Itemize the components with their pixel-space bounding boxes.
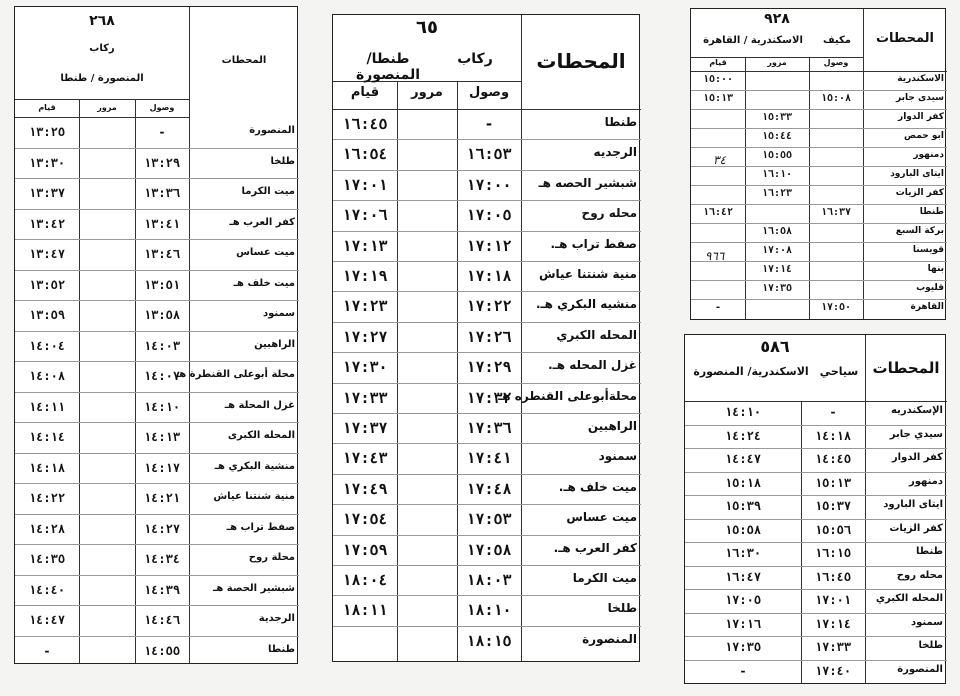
departure-time: ١٧:١٦: [724, 616, 762, 631]
station-name: ميت خلف هـ.: [558, 479, 637, 494]
arrival-time: ١٧:٢٦: [466, 327, 512, 346]
departure-time: ١٦:٥٤: [342, 145, 388, 164]
arrival-time: ١٤:١٧: [143, 460, 181, 475]
station-name: بركة السبع: [895, 226, 944, 236]
station-name: كفر الزيات: [889, 522, 943, 534]
arrival-time: ١٣:٢٩: [143, 155, 181, 170]
arrival-time: ١٤:١٣: [143, 430, 181, 444]
timetable-268: [14, 6, 298, 664]
arrival-time: ١٧:١٤: [814, 616, 852, 631]
arrival-time: ١٨:١٥: [466, 631, 512, 650]
stations-header: المحطات: [536, 49, 626, 73]
departure-time: ١٧:٠٦: [342, 206, 388, 225]
station-name: محله روح: [581, 206, 637, 221]
station-name: ايتاى البارود: [883, 499, 943, 510]
station-name: ميت خلف هـ: [233, 277, 295, 289]
departure-time: ١٧:٤٣: [342, 449, 388, 468]
arrival-time: ١٤:٤٦: [143, 613, 181, 627]
departure-time: ١٧:٣٧: [342, 419, 388, 437]
station-name: ايتاى البارود: [890, 169, 944, 179]
handwritten-note-1: ٣٤: [713, 153, 726, 167]
arrival-time: ١٧:٥٣: [466, 510, 512, 529]
departure-time: ١٨:١١: [342, 601, 388, 620]
station-name: طلخا: [270, 155, 295, 167]
arrival-time: ١٣:٥٨: [143, 308, 181, 322]
pass-time: ١٧:٠٨: [761, 245, 793, 256]
train-number: ٩٢٨: [764, 11, 790, 27]
arrival-time: ١٣:٤٦: [143, 247, 181, 261]
departure-time: ١٦:٤٧: [724, 569, 762, 584]
departure-time: ١٧:١٣: [342, 236, 388, 255]
train-route: الاسكندرية / القاهرة: [703, 35, 803, 46]
departure-time: ١٤:٢٤: [724, 428, 762, 443]
train-type: ركاب: [457, 51, 493, 67]
stations-header: المحطات: [872, 359, 940, 377]
station-name: محلة روح: [248, 552, 295, 563]
station-name: الإسكندريه: [891, 405, 943, 416]
station-name: ميت عساس: [236, 247, 295, 258]
arrival-time: ١٤:٢١: [143, 491, 181, 505]
station-name: كفر الدوار: [891, 452, 943, 463]
arrival-time: ١٦:٤٥: [814, 569, 852, 584]
station-name: محلةأبوعلى القنطره هـ: [498, 388, 637, 403]
pass-header: مرور: [767, 58, 787, 67]
arrival-time: ١٤:٣٩: [143, 582, 181, 597]
arrival-time: ١٧:٣٣: [814, 640, 852, 654]
train-type: مكيف: [823, 35, 851, 46]
arrival-time: ١٤:٣٤: [143, 552, 181, 566]
departure-time: ١٣:٢٥: [28, 125, 66, 139]
station-name: سمنود: [262, 308, 295, 319]
arrival-header: وصول: [149, 103, 175, 112]
arrival-time: -: [829, 405, 837, 419]
departure-time: ١٦:٤٥: [342, 115, 388, 133]
station-name: الراهبين: [587, 419, 637, 433]
station-name: منية شنتنا عياش: [213, 491, 295, 502]
arrival-time: ١٥:٣٧: [814, 499, 852, 513]
departure-time: ١٥:٣٩: [724, 499, 762, 513]
departure-header: قيام: [38, 103, 56, 112]
arrival-time: ١٥:١٣: [814, 475, 852, 490]
station-name: غزل المحله هـ.: [548, 358, 637, 373]
departure-time: ١٧:٢٣: [342, 297, 388, 316]
arrival-time: ١٤:١٠: [143, 399, 181, 414]
arrival-time: ١٤:٠٧: [143, 369, 181, 383]
arrival-time: ١٥:٠٨: [820, 93, 852, 104]
arrival-time: ١٧:١٨: [466, 267, 512, 285]
departure-time: ١٤:١١: [28, 399, 66, 414]
station-name: كفر الدوار: [898, 112, 944, 122]
train-number: ٦٥: [416, 17, 438, 38]
departure-time: -: [739, 663, 747, 678]
station-name: منشية البكري هـ: [214, 460, 295, 472]
arrival-time: ١٨:١٠: [466, 601, 512, 620]
station-name: منشيه البكري هـ.: [535, 297, 637, 312]
arrival-time: ١٧:٠٥: [466, 206, 512, 225]
station-name: طلخا: [607, 601, 637, 616]
arrival-time: ١٥:٥٦: [814, 522, 852, 537]
station-name: منية شنتنا عياش: [538, 267, 637, 281]
arrival-time: -: [158, 125, 166, 139]
station-name: بنها: [927, 264, 944, 274]
departure-time: ١٤:٢٢: [28, 491, 66, 505]
departure-time: ١٧:٢٧: [342, 327, 388, 346]
station-name: محلة أبوعلى القنطرة هـ: [175, 369, 295, 380]
train-route: طنطا/ المنصورة: [355, 51, 421, 83]
arrival-time: ١٧:١٢: [466, 236, 512, 255]
train-number: ٢٦٨: [89, 13, 115, 29]
station-name: الاسكندرية: [897, 74, 944, 84]
station-name: شبشير الحصة هـ: [212, 582, 295, 594]
departure-time: ١٧:٣٠: [342, 358, 388, 377]
arrival-time: ١٧:٠٠: [466, 175, 512, 194]
departure-time: ١٧:٤٩: [342, 479, 388, 498]
arrival-time: ١٤:١٨: [814, 428, 852, 443]
arrival-time: ١٣:٥١: [143, 277, 181, 292]
departure-time: ١٤:٠٨: [28, 369, 66, 383]
station-name: سيدى جابر: [896, 93, 944, 103]
station-name: دمنهور: [913, 150, 944, 160]
timetable-65: [332, 14, 640, 662]
departure-time: ١٤:٢٨: [28, 521, 66, 536]
arrival-time: ١٧:٤٨: [466, 479, 512, 498]
departure-time: ١٧:٣٣: [342, 388, 388, 407]
departure-time: ١٦:٣٠: [724, 546, 762, 560]
station-name: ميت الكرما: [572, 571, 637, 585]
departure-time: ١٧:٠٥: [724, 593, 762, 607]
arrival-time: ١٤:٢٧: [143, 521, 181, 536]
station-name: صفط تراب هـ.: [550, 236, 637, 251]
departure-time: ١٣:٤٧: [28, 247, 66, 261]
arrival-time: ١٤:٥٥: [143, 643, 181, 658]
departure-time: ١٣:٥٩: [28, 308, 66, 322]
departure-time: ١٤:١٨: [28, 460, 66, 475]
station-name: الرجدية: [258, 613, 295, 624]
arrival-time: ١٧:٠١: [814, 593, 852, 607]
departure-time: ١٤:٤٠: [28, 582, 66, 597]
arrival-time: ١٧:٤١: [466, 449, 512, 468]
departure-time: ١٦:٤٢: [702, 207, 734, 218]
arrival-time: ١٧:٣٦: [466, 419, 512, 437]
departure-time: ١٤:٣٥: [28, 552, 66, 566]
departure-time: -: [714, 302, 722, 313]
pass-time: ١٦:٥٨: [761, 226, 793, 237]
arrival-time: ١٨:٠٣: [466, 571, 512, 589]
train-route: المنصورة / طنطا: [60, 73, 144, 84]
arrival-time: ١٦:٣٧: [820, 207, 852, 218]
train-type: سياحي: [819, 365, 859, 378]
station-name: المنصورة: [249, 125, 295, 136]
station-name: قويسنا: [912, 245, 944, 255]
station-name: سمنود: [598, 449, 637, 464]
station-name: ابو حمص: [903, 131, 944, 141]
departure-time: ١٤:٠٤: [28, 338, 66, 353]
timetable-586: [684, 334, 946, 684]
pass-time: ١٥:٤٤: [761, 131, 793, 142]
station-name: سيدي جابر: [889, 428, 943, 440]
station-name: محله روح: [896, 569, 943, 581]
handwritten-note-2: ٩٦٦: [705, 249, 725, 263]
departure-time: ١٧:٥٩: [342, 540, 388, 559]
station-name: طنطا: [268, 643, 295, 655]
train-type: ركاب: [89, 43, 115, 54]
station-name: طنطا: [919, 207, 944, 217]
departure-time: ١٧:٣٥: [724, 640, 762, 654]
departure-time: ١٣:٣٠: [28, 155, 66, 170]
departure-time: ١٤:١٠: [724, 405, 762, 419]
arrival-time: ١٦:٥٣: [466, 145, 512, 164]
departure-time: ١٨:٠٤: [342, 571, 388, 589]
departure-time: ١٤:١٤: [28, 430, 66, 444]
departure-time: ١٣:٣٧: [28, 186, 66, 200]
train-number: ٥٨٦: [760, 337, 790, 356]
departure-time: ١٥:١٣: [702, 93, 734, 104]
arrival-time: ١٣:٤١: [143, 216, 181, 231]
departure-time: ١٤:٤٧: [28, 613, 66, 627]
departure-time: ١٥:٠٠: [702, 74, 734, 85]
arrival-time: ١٧:٢٩: [466, 358, 512, 377]
stations-header: المحطات: [221, 55, 267, 66]
station-name: كفر العرب هـ: [229, 216, 295, 228]
station-name: المنصورة: [897, 663, 943, 675]
departure-time: ١٣:٤٢: [28, 216, 66, 231]
station-name: ميت الكرما: [241, 186, 295, 197]
departure-time: ١٧:١٩: [342, 267, 388, 285]
station-name: كفر الزيات: [895, 188, 944, 198]
pass-header: مرور: [97, 103, 117, 112]
departure-time: ١٤:٤٧: [724, 452, 762, 466]
station-name: المحله الكبري: [556, 327, 637, 342]
train-route: الاسكندرية/ المنصورة: [693, 365, 809, 378]
station-name: ميت عساس: [566, 510, 637, 525]
arrival-time: -: [484, 115, 494, 133]
departure-time: ١٧:٥٤: [342, 510, 388, 529]
station-name: شبشير الحصه هـ: [538, 175, 637, 190]
arrival-time: ١٦:١٥: [814, 546, 852, 560]
station-name: المحله الكبرى: [227, 430, 295, 441]
station-name: طلخا: [918, 640, 943, 651]
pass-header: مرور: [411, 85, 443, 100]
departure-time: ١٣:٥٢: [28, 277, 66, 292]
arrival-time: ١٤:٤٥: [814, 452, 852, 466]
pass-time: ١٥:٣٣: [761, 112, 793, 123]
station-name: الراهبين: [254, 338, 295, 350]
stations-header: المحطات: [875, 31, 935, 46]
station-name: غزل المحلة هـ: [224, 399, 295, 411]
station-name: قليوب: [916, 283, 944, 293]
arrival-time: ١٧:٥٨: [466, 540, 512, 559]
station-name: المنصورة: [582, 631, 637, 646]
pass-time: ١٧:٣٥: [761, 283, 793, 294]
station-name: سمنود: [910, 616, 943, 628]
departure-header: قيام: [709, 58, 727, 67]
station-name: طنطا: [604, 115, 637, 129]
arrival-time: ١٧:٢٢: [466, 297, 512, 316]
arrival-time: ١٧:٥٠: [820, 302, 852, 313]
station-name: الرجديه: [593, 145, 637, 160]
departure-time: ١٧:٠١: [342, 175, 388, 194]
pass-time: ١٥:٥٥: [761, 150, 793, 161]
arrival-header: وصول: [468, 85, 510, 100]
station-name: صفط تراب هـ: [226, 521, 295, 533]
timetable-928: [690, 8, 946, 320]
departure-time: ١٥:٥٨: [724, 522, 762, 537]
station-name: دمنهور: [908, 475, 943, 487]
departure-header: قيام: [350, 85, 380, 100]
pass-time: ١٦:٢٣: [761, 188, 793, 199]
pass-time: ١٧:١٤: [761, 264, 793, 275]
arrival-time: ١٣:٣٦: [143, 186, 181, 200]
departure-time: ١٥:١٨: [724, 475, 762, 490]
arrival-header: وصول: [823, 58, 849, 67]
station-name: كفر العرب هـ.: [553, 540, 637, 555]
arrival-time: ١٤:٠٣: [143, 338, 181, 353]
station-name: طنطا: [916, 546, 943, 557]
arrival-time: ١٧:٤٠: [814, 663, 852, 678]
station-name: المحله الكبري: [875, 593, 943, 604]
pass-time: ١٦:١٠: [761, 169, 793, 180]
arrival-time: ١٧:٣٢: [466, 388, 512, 407]
departure-time: -: [43, 643, 51, 658]
station-name: القاهرة: [910, 302, 944, 312]
